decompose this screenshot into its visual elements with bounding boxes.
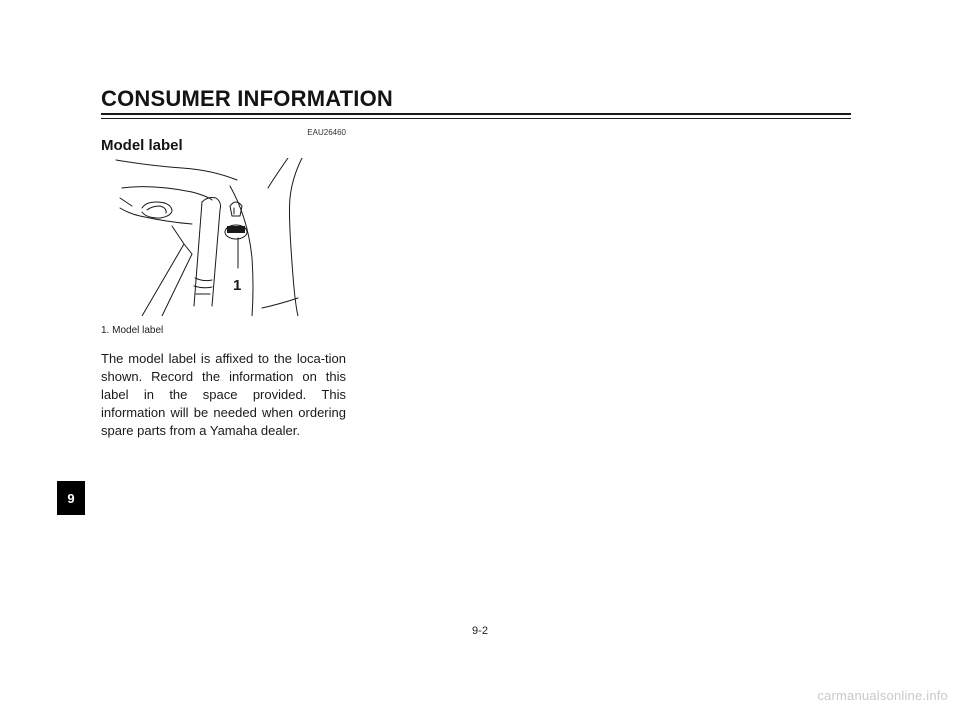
body-paragraph: The model label is affixed to the loca-tion shown. Record the information on this label in the space provided. This information will be needed when ordering spare parts from a Yamaha dealer. xyxy=(101,351,346,438)
section-code: EAU26460 xyxy=(307,128,346,137)
bodywork-line xyxy=(116,160,237,180)
model-label-plate xyxy=(227,226,245,233)
frame-line xyxy=(162,254,192,316)
chapter-tab: 9 xyxy=(57,481,85,515)
bodywork-line xyxy=(120,198,132,206)
frame-line xyxy=(172,226,192,254)
bodywork-line xyxy=(120,208,192,224)
panel-line xyxy=(268,158,288,188)
header-rule-thin xyxy=(101,118,851,119)
panel-line xyxy=(262,298,298,308)
fork-tube xyxy=(195,278,212,281)
fork-tube xyxy=(194,202,202,306)
model-label-illustration xyxy=(112,158,334,316)
fork-tube xyxy=(202,198,221,307)
figure-caption: 1. Model label xyxy=(101,325,164,336)
frame-line xyxy=(142,244,184,316)
fork-tube xyxy=(194,286,212,288)
header-rule xyxy=(101,113,851,115)
page-number: 9-2 xyxy=(472,625,488,637)
page-header-title: CONSUMER INFORMATION xyxy=(101,86,394,111)
bodywork-line xyxy=(147,206,166,213)
section-title: Model label xyxy=(101,137,183,154)
bodywork-line xyxy=(122,187,212,200)
panel-line xyxy=(290,158,303,316)
mount-bolt xyxy=(230,202,242,216)
watermark: carmanualsonline.info xyxy=(817,688,948,703)
callout-number: 1 xyxy=(233,277,242,294)
